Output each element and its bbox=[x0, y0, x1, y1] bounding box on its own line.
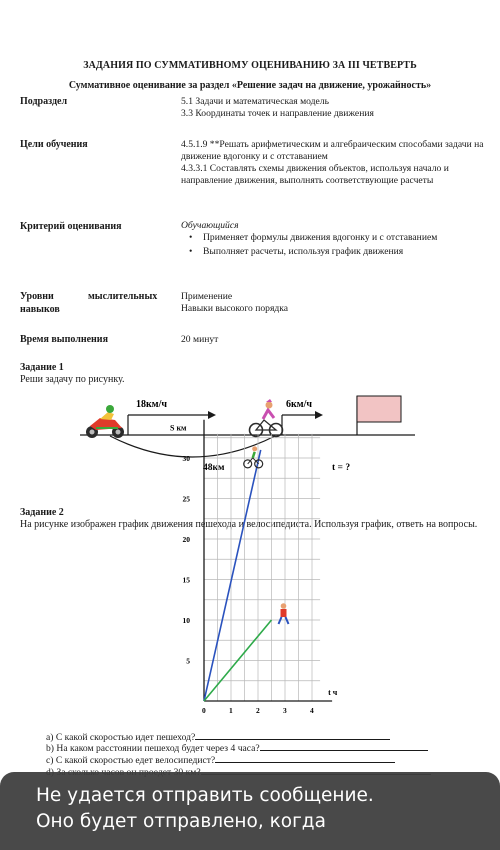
moto-arrow-head bbox=[208, 411, 216, 419]
x-tick-label: 1 bbox=[229, 706, 233, 715]
subsection-label: Подраздел bbox=[20, 96, 68, 107]
moto-speed: 18км/ч bbox=[136, 399, 167, 410]
x-tick-label: 4 bbox=[310, 706, 314, 715]
x-tick-label: 3 bbox=[283, 706, 287, 715]
subsection-value bbox=[181, 96, 491, 120]
answer-line-a bbox=[195, 730, 390, 740]
y-axis-label: S км bbox=[170, 423, 187, 433]
criteria-intro: Обучающийся bbox=[181, 220, 239, 231]
send-error-toast[interactable] bbox=[0, 772, 500, 850]
goals-item-1: 4.5.1.9 **Решать арифметическим и алгебраическим способами задачи на движение вдогонку и с отставанием bbox=[181, 139, 484, 162]
motorcycle-icon bbox=[86, 405, 124, 438]
y-tick-label: 5 bbox=[186, 656, 190, 666]
bicycle-icon bbox=[250, 399, 283, 437]
answer-line-b bbox=[260, 741, 428, 751]
criteria-item-1: • Применяет формулы движения вдогонку и с отставанием bbox=[181, 232, 491, 244]
y-tick-label: 20 bbox=[182, 535, 190, 544]
goals-value bbox=[181, 139, 491, 187]
bike-arrow-head bbox=[315, 411, 323, 419]
distance-label: 48км bbox=[203, 463, 225, 473]
question-c-text: c) С какой скоростью едет велосипедист? bbox=[46, 755, 216, 766]
time-value: 20 минут bbox=[181, 334, 219, 345]
pedestrian-icon bbox=[279, 603, 289, 624]
x-tick-label: 0 bbox=[202, 706, 206, 715]
levels-item-2: Навыки высокого порядка bbox=[181, 303, 289, 314]
question-a-text: a) С какой скоростью идет пешеход? bbox=[46, 732, 196, 743]
levels-value bbox=[181, 291, 491, 315]
bike-speed: 6км/ч bbox=[286, 399, 312, 410]
y-tick-label: 30 bbox=[182, 454, 190, 463]
criteria-label: Критерий оценивания bbox=[20, 221, 122, 232]
answer-line-c bbox=[215, 753, 395, 763]
levels-label-1: Уровни bbox=[20, 291, 54, 302]
toast-line-2: Оно будет отправлено, когда bbox=[36, 811, 326, 832]
subsection-item-2: 3.3 Координаты точек и направление движения bbox=[181, 108, 374, 119]
task2-title: Задание 2 bbox=[20, 507, 64, 518]
task2-text: На рисунке изображен график движения пешехода и велосипедиста. Используя график, ответь на вопросы. bbox=[20, 519, 478, 530]
x-tick-label: 2 bbox=[256, 706, 260, 715]
task1-title: Задание 1 bbox=[20, 362, 64, 373]
time-question: t = ? bbox=[332, 463, 351, 473]
criteria-item-2: • Выполняет расчеты, используя график движения bbox=[181, 246, 491, 258]
goals-item-2: 4.3.3.1 Составлять схемы движения объектов, используя начало и направление движения, выполнять соответствующие расчеты bbox=[181, 163, 449, 186]
question-b-text: b) На каком расстоянии пешеход будет через 4 часа? bbox=[46, 743, 260, 754]
distance-arc bbox=[110, 436, 275, 457]
time-label: Время выполнения bbox=[20, 334, 108, 345]
y-tick-label: 15 bbox=[182, 575, 190, 585]
levels-label-2: мыслительных bbox=[88, 291, 158, 302]
toast-line-1: Не удается отправить сообщение. bbox=[36, 785, 374, 806]
document-subtitle: Суммативное оценивание за раздел «Решение задач на движение, урожайность» bbox=[68, 80, 432, 91]
y-tick-label: 10 bbox=[182, 616, 190, 625]
levels-item-1: Применение bbox=[181, 291, 233, 302]
criteria-value bbox=[181, 220, 491, 258]
x-axis-label: t ч bbox=[328, 688, 338, 697]
document-title: ЗАДАНИЯ ПО СУММАТИВНОМУ ОЦЕНИВАНИЮ ЗА III ЧЕТВЕРТЬ bbox=[83, 60, 417, 71]
subsection-item-1: 5.1 Задачи и математическая модель bbox=[181, 96, 329, 107]
flag bbox=[357, 396, 401, 422]
y-tick-label: 25 bbox=[182, 494, 190, 504]
task1-text: Реши задачу по рисунку. bbox=[20, 374, 125, 385]
levels-label-3: навыков bbox=[20, 304, 60, 315]
goals-label: Цели обучения bbox=[20, 139, 88, 150]
